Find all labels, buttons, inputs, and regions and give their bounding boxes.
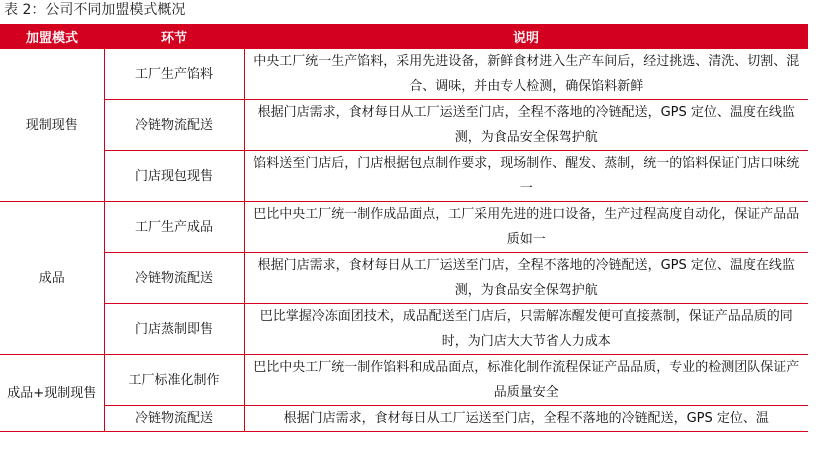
header-step: 环节 — [104, 24, 244, 49]
desc-cell: 根据门店需求，食材每日从工厂运送至门店，全程不落地的冷链配送，GPS 定位、温度在线监测，为食品安全保驾护航 — [244, 253, 808, 304]
step-cell: 工厂标准化制作 — [104, 355, 244, 406]
mode-cell: 现制现售 — [0, 49, 104, 202]
desc-cell: 中央工厂统一生产馅料，采用先进设备，新鲜食材进入生产车间后，经过挑选、清洗、切割、混合、调味，并由专人检测，确保馅料新鲜 — [244, 49, 808, 100]
step-cell: 门店现包现售 — [104, 151, 244, 202]
mode-cell: 成品+现制现售 — [0, 355, 104, 432]
desc-cell: 根据门店需求，食材每日从工厂运送至门店，全程不落地的冷链配送，GPS 定位、温度在线监测，为食品安全保驾护航 — [244, 100, 808, 151]
step-cell: 工厂生产成品 — [104, 202, 244, 253]
table-row — [0, 355, 808, 406]
step-cell: 冷链物流配送 — [104, 253, 244, 304]
header-desc: 说明 — [244, 24, 808, 49]
table-caption: 表 2：公司不同加盟模式概况 — [4, 2, 186, 18]
table-row — [0, 151, 808, 202]
desc-cell: 巴比中央工厂统一制作成品面点，工厂采用先进的进口设备，生产过程高度自动化，保证产品品质如一 — [244, 202, 808, 253]
table-row — [0, 253, 808, 304]
header-mode: 加盟模式 — [0, 24, 104, 49]
step-cell: 冷链物流配送 — [104, 100, 244, 151]
table-header-row — [0, 24, 808, 49]
desc-cell: 巴比中央工厂统一制作馅料和成品面点，标准化制作流程保证产品品质，专业的检测团队保证产品质量安全 — [244, 355, 808, 406]
table-row — [0, 100, 808, 151]
table-row — [0, 49, 808, 100]
step-cell: 冷链物流配送 — [104, 406, 244, 432]
desc-cell: 巴比掌握冷冻面团技术，成品配送至门店后，只需解冻醒发便可直接蒸制，保证产品品质的同时，为门店大大节省人力成本 — [244, 304, 808, 355]
table-row — [0, 406, 808, 432]
table-row — [0, 304, 808, 355]
desc-cell: 根据门店需求，食材每日从工厂运送至门店，全程不落地的冷链配送，GPS 定位、温 — [244, 406, 808, 432]
step-cell: 门店蒸制即售 — [104, 304, 244, 355]
mode-cell: 成品 — [0, 202, 104, 355]
table-row — [0, 202, 808, 253]
step-cell: 工厂生产馅料 — [104, 49, 244, 100]
franchise-mode-table — [0, 24, 808, 432]
desc-cell: 馅料送至门店后，门店根据包点制作要求，现场制作、醒发、蒸制，统一的馅料保证门店口味统一 — [244, 151, 808, 202]
